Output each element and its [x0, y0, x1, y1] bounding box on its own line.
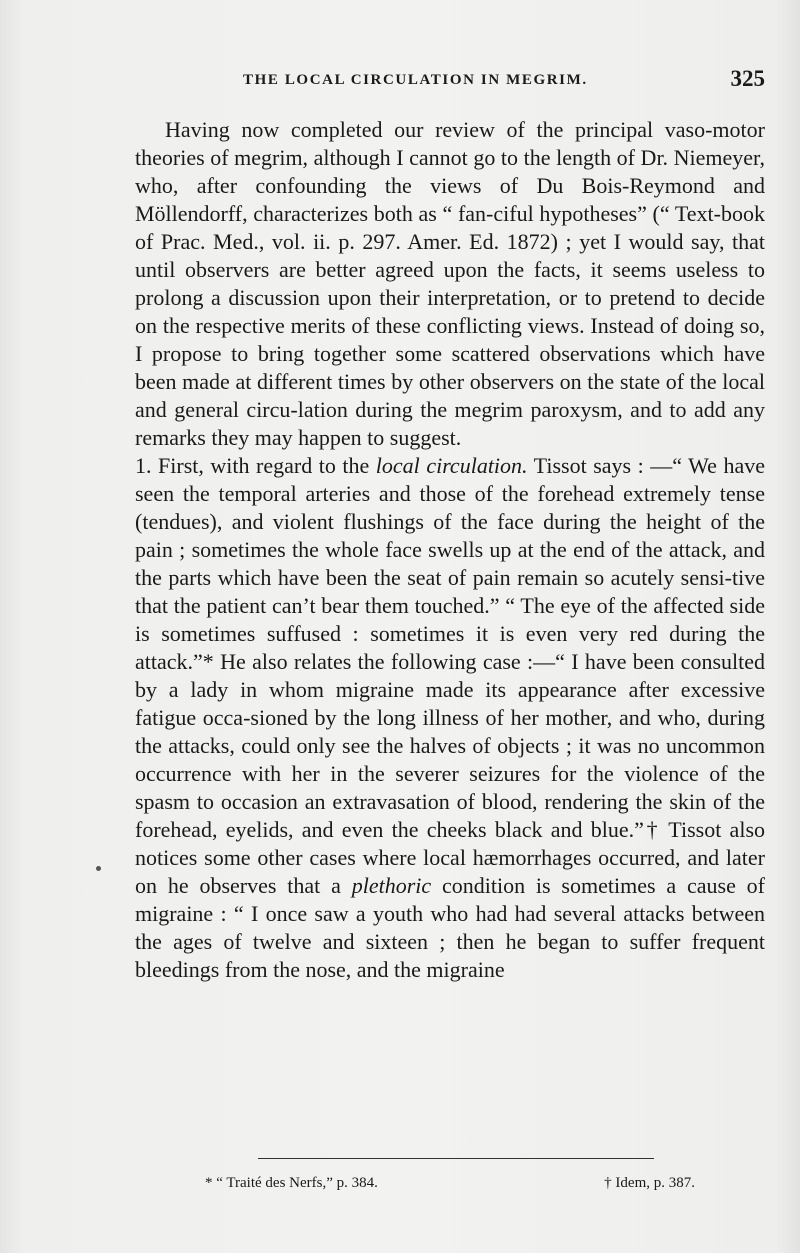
paragraph-text: 1. First, with regard to the: [135, 453, 376, 478]
paragraph-text: condition is sometimes a cause of migraine : “ I once saw a youth who had had several attacks between the ages of twelve and sixteen ; then he began to suffer frequent bleedings from the nose, and the migraine: [135, 873, 766, 982]
running-head: [243, 66, 773, 96]
emphasis-local-circulation: local circulation.: [375, 453, 528, 478]
paragraph-text: Tissot says : —“ We have seen the temporal arteries and those of the forehead extremely tense (tendues), and violent flushings of the face during the height of the pain ; sometimes the whole face swells up at the end of the attack, and the parts which have been the seat of pain remain so acutely sensi-tive that the patient can’t bear them touched.” “ The eye of the affected side is sometimes suffused : sometimes it is even very red during the attack.”* He also relates the following case :—“ I have been consulted by a lady in whom migraine made its appearance after excessive fatigue occa-sioned by the long illness of her mother, and who, during the attacks, could only see the halves of objects ; it was no uncommon occurrence with her in the severer seizures for the violence of the spasm to occasion an extravasation of blood, rendering the skin of the forehead, eyelids, and even the cheeks black and blue.”† Tissot also notices some other cases where local hæmorrhages occurred, and later on he observes that a: [135, 453, 765, 898]
paragraph-intro: Having now completed our review of the principal vaso-motor theories of megrim, although I cannot go to the length of Dr. Niemeyer, who, after confounding the views of Du Bois-Reymond and Möllendorff, characterizes both as “ fan-ciful hypotheses” (“ Text-book of Prac. Med., vol. ii. p. 297. Amer. Ed. 1872) ; yet I would say, that until observers are better agreed upon the facts, it seems useless to prolong a discussion upon their interpretation, or to pretend to decide on the respective merits of these conflicting views. Instead of doing so, I propose to bring together some scattered observations which have been made at different times by other observers on the state of the local and general circu-lation during the megrim paroxysm, and to add any remarks they may happen to suggest.: [135, 117, 765, 450]
footnotes: [205, 1175, 695, 1199]
margin-ink-dot: [96, 866, 101, 871]
footnote-rule: [258, 1158, 654, 1159]
footnote-idem: † Idem, p. 387.: [604, 1175, 695, 1191]
emphasis-plethoric: plethoric: [351, 873, 432, 898]
paragraph-local-circulation: [135, 452, 765, 984]
body-text: [135, 116, 765, 984]
page-number: 325: [730, 66, 765, 91]
footnote-traite: * “ Traité des Nerfs,” p. 384.: [205, 1175, 378, 1191]
running-title: THE LOCAL CIRCULATION IN MEGRIM.: [243, 72, 588, 88]
